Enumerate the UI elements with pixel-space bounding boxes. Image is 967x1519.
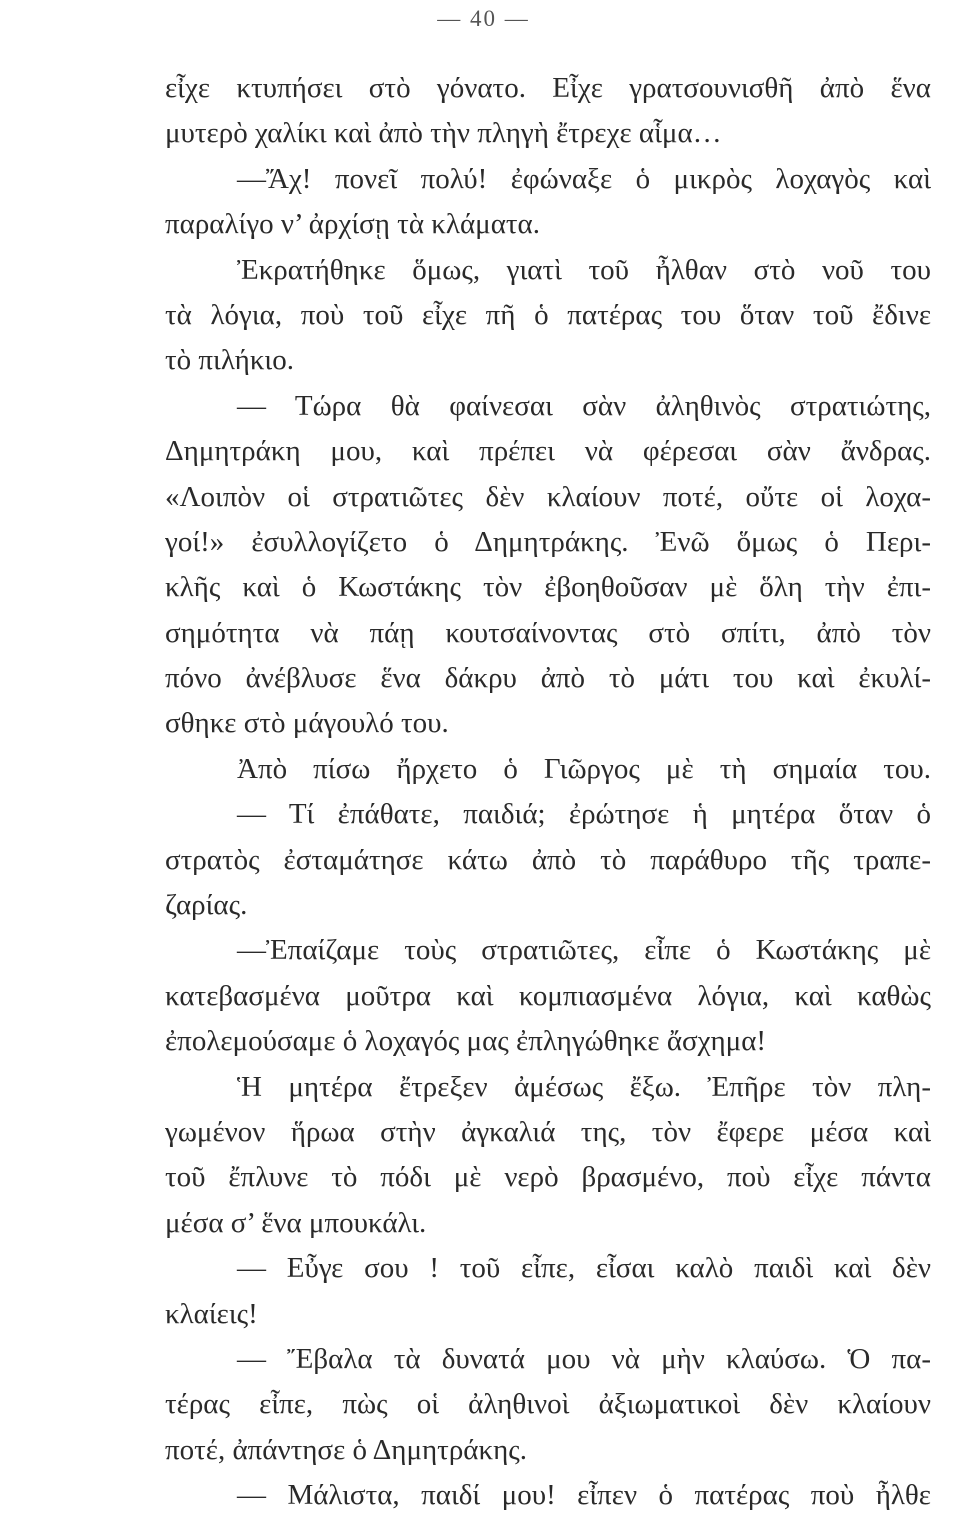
text-line: κλῆς καὶ ὁ Κωστάκης τὸν ἐβοηθοῦσαν μὲ ὅλη τὴν ἐπι- [165,571,931,604]
text-line: ζαρίας. [165,889,248,922]
text-line: τέρας εἶπε, πὼς οἱ ἀληθινοὶ ἀξιωματικοὶ δὲν κλαίουν [165,1388,931,1421]
text-line: παραλίγο ν’ ἀρχίσῃ τὰ κλάματα. [165,208,540,241]
page-number: — 40 — [437,6,530,31]
text-line: — Τώρα θὰ φαίνεσαι σὰν ἀληθινὸς στρατιώτης, [237,389,931,422]
text-line: Ἀπὸ πίσω ἤρχετο ὁ Γιῶργος μὲ τὴ σημαία του. [237,752,931,785]
text-line: τοῦ ἔπλυνε τὸ πόδι μὲ νερὸ βρασμένο, ποὺ εἶχε πάντα [165,1161,931,1194]
text-line: — Εὖγε σου ! τοῦ εἶπε, εἶσαι καλὸ παιδὶ καὶ δὲν [237,1252,931,1285]
text-line: μέσα σ’ ἕνα μπουκάλι. [165,1206,427,1239]
text-line: —Ἐπαίζαμε τοὺς στρατιῶτες, εἶπε ὁ Κωστάκης μὲ [237,934,931,967]
text-line: «Λοιπὸν οἱ στρατιῶτες δὲν κλαίουν ποτέ, οὔτε οἱ λοχα- [165,480,931,513]
text-line: σημότητα νὰ πάῃ κουτσαίνοντας στὸ σπίτι, ἀπὸ τὸν [165,616,931,649]
text-line: —Ἄχ! πονεῖ πολύ! ἐφώναξε ὁ μικρὸς λοχαγὸς καὶ [237,162,931,195]
text-line: κατεβασμένα μοῦτρα καὶ κομπιασμένα λόγια, καὶ καθὼς [165,979,931,1012]
text-line: κλαίεις! [165,1297,258,1330]
text-line: μυτερὸ χαλίκι καὶ ἀπὸ τὴν πληγὴ ἔτρεχε αἷμα… [165,117,722,150]
text-line: — Μάλιστα, παιδί μου! εἶπεν ὁ πατέρας ποὺ ἦλθε [237,1479,931,1512]
text-line: τὸ πιλήκιο. [165,344,294,377]
text-line: γοί!» ἐσυλλογίζετο ὁ Δημητράκης. Ἐνῶ ὅμως ὁ Περι- [165,525,931,558]
text-line: Ἡ μητέρα ἔτρεξεν ἀμέσως ἔξω. Ἐπῆρε τὸν πλη- [237,1070,931,1103]
text-line: τὰ λόγια, ποὺ τοῦ εἶχε πῆ ὁ πατέρας του ὅταν τοῦ ἔδινε [165,298,931,331]
text-line: ποτέ, ἀπάντησε ὁ Δημητράκης. [165,1433,528,1466]
text-line: σθηκε στὸ μάγουλό του. [165,707,449,740]
text-line: πόνο ἀνέβλυσε ἕνα δάκρυ ἀπὸ τὸ μάτι του καὶ ἐκυλί- [165,662,931,695]
text-line: εἶχε κτυπήσει στὸ γόνατο. Εἶχε γρατσουνισθῆ ἀπὸ ἕνα [165,72,931,104]
text-line: Ἐκρατήθηκε ὅμως, γιατὶ τοῦ ἦλθαν στὸ νοῦ του [237,253,931,286]
text-line: — Τί ἐπάθατε, παιδιά; ἐρώτησε ἡ μητέρα ὅταν ὁ [237,798,931,831]
text-line: ἐπολεμούσαμε ὁ λοχαγός μας ἐπληγώθηκε ἄσχημα! [165,1025,767,1058]
text-line: γωμένον ἥρωα στὴν ἀγκαλιά της, τὸν ἔφερε μέσα καὶ [165,1115,931,1148]
text-line: στρατὸς ἐσταμάτησε κάτω ἀπὸ τὸ παράθυρο τῆς τραπε- [165,843,931,876]
body-text [165,66,931,1519]
text-line: Δημητράκη μου, καὶ πρέπει νὰ φέρεσαι σὰν ἄνδρας. [165,435,931,468]
text-line: — Ἔβαλα τὰ δυνατά μου νὰ μὴν κλαύσω. Ὁ πα- [237,1342,931,1375]
